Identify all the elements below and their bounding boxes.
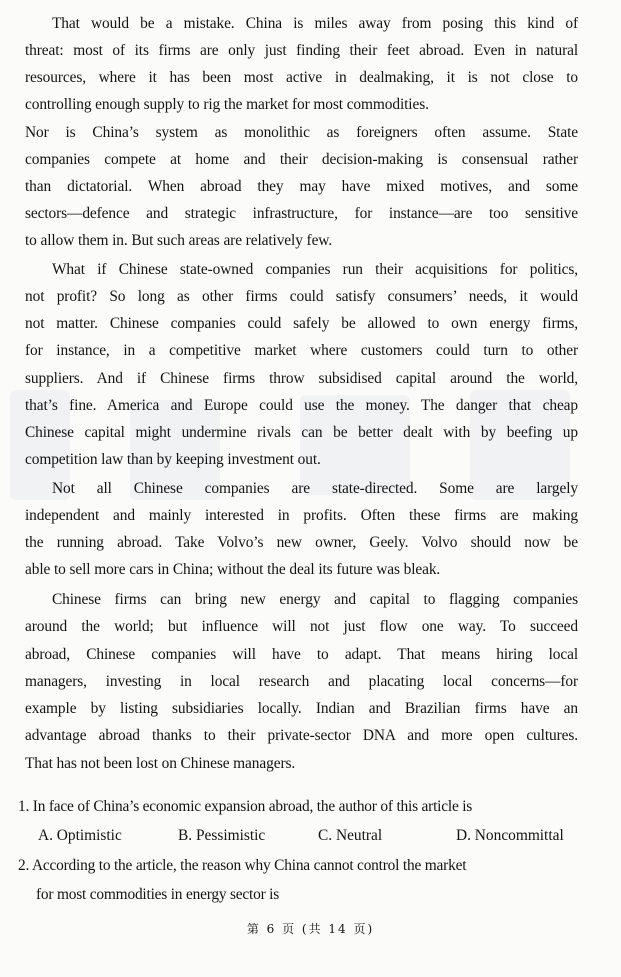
passage-line: to allow them in. But such areas are relatively few. xyxy=(25,232,333,249)
passage-line: Nor is China’s system as monolithic as foreigners often assume. State xyxy=(25,124,578,141)
question-stem-continued: for most commodities in energy sector is xyxy=(36,886,280,903)
passage-line: competition law than by keeping investment out. xyxy=(25,451,321,468)
question-stem: 2. According to the article, the reason why China cannot control the market xyxy=(18,857,467,874)
passage-line: What if Chinese state-owned companies run their acquisitions for politics, xyxy=(52,261,578,278)
passage-line: companies compete at home and their decision-making is consensual rather xyxy=(25,151,578,168)
option-a: A. Optimistic xyxy=(38,827,122,844)
passage-line: controlling enough supply to rig the market for most commodities. xyxy=(25,96,429,113)
passage-line: the running abroad. Take Volvo’s new owner, Geely. Volvo should now be xyxy=(25,534,578,551)
passage-line: independent and mainly interested in profits. Often these firms are making xyxy=(25,507,578,524)
passage-line: managers, investing in local research and placating local concerns—for xyxy=(25,673,578,690)
passage-line: example by listing subsidiaries locally. Indian and Brazilian firms have an xyxy=(25,700,578,717)
passage-line: Not all Chinese companies are state-directed. Some are largely xyxy=(52,480,578,497)
passage-line: suppliers. And if Chinese firms throw subsidised capital around the world, xyxy=(25,370,578,387)
option-b: B. Pessimistic xyxy=(178,827,266,844)
passage-line: threat: most of its firms are only just finding their feet abroad. Even in natural xyxy=(25,42,578,59)
passage-line: able to sell more cars in China; without the deal its future was bleak. xyxy=(25,561,441,578)
passage-line: Chinese capital might undermine rivals can be better dealt with by beefing up xyxy=(25,424,578,441)
passage-line: than dictatorial. When abroad they may have mixed motives, and some xyxy=(25,178,578,195)
passage-line: That would be a mistake. China is miles away from posing this kind of xyxy=(52,15,578,32)
passage-line: sectors—defence and strategic infrastructure, for instance—are too sensitive xyxy=(25,205,578,222)
passage-line: not profit? So long as other firms could satisfy consumers’ needs, it would xyxy=(25,288,578,305)
passage-line: for instance, in a competitive market where customers could turn to other xyxy=(25,342,578,359)
question-stem: 1. In face of China’s economic expansion abroad, the author of this article is xyxy=(18,798,473,815)
passage-line: Chinese firms can bring new energy and capital to flagging companies xyxy=(52,591,578,608)
passage-line: not matter. Chinese companies could safely be allowed to own energy firms, xyxy=(25,315,578,332)
passage-line: that’s fine. America and Europe could use the money. The danger that cheap xyxy=(25,397,578,414)
passage-line: around the world; but influence will not just flow one way. To succeed xyxy=(25,618,578,635)
passage-line: resources, where it has been most active in dealmaking, it is not close to xyxy=(25,69,578,86)
option-c: C. Neutral xyxy=(318,827,383,844)
option-d: D. Noncommittal xyxy=(456,827,564,844)
passage-line: advantage abroad thanks to their private-sector DNA and more open cultures. xyxy=(25,727,578,744)
page-number: 第 6 页 (共 14 页) xyxy=(246,922,375,936)
passage-line: That has not been lost on Chinese managers. xyxy=(25,755,296,772)
passage-line: abroad, Chinese companies will have to adapt. That means hiring local xyxy=(25,646,578,663)
